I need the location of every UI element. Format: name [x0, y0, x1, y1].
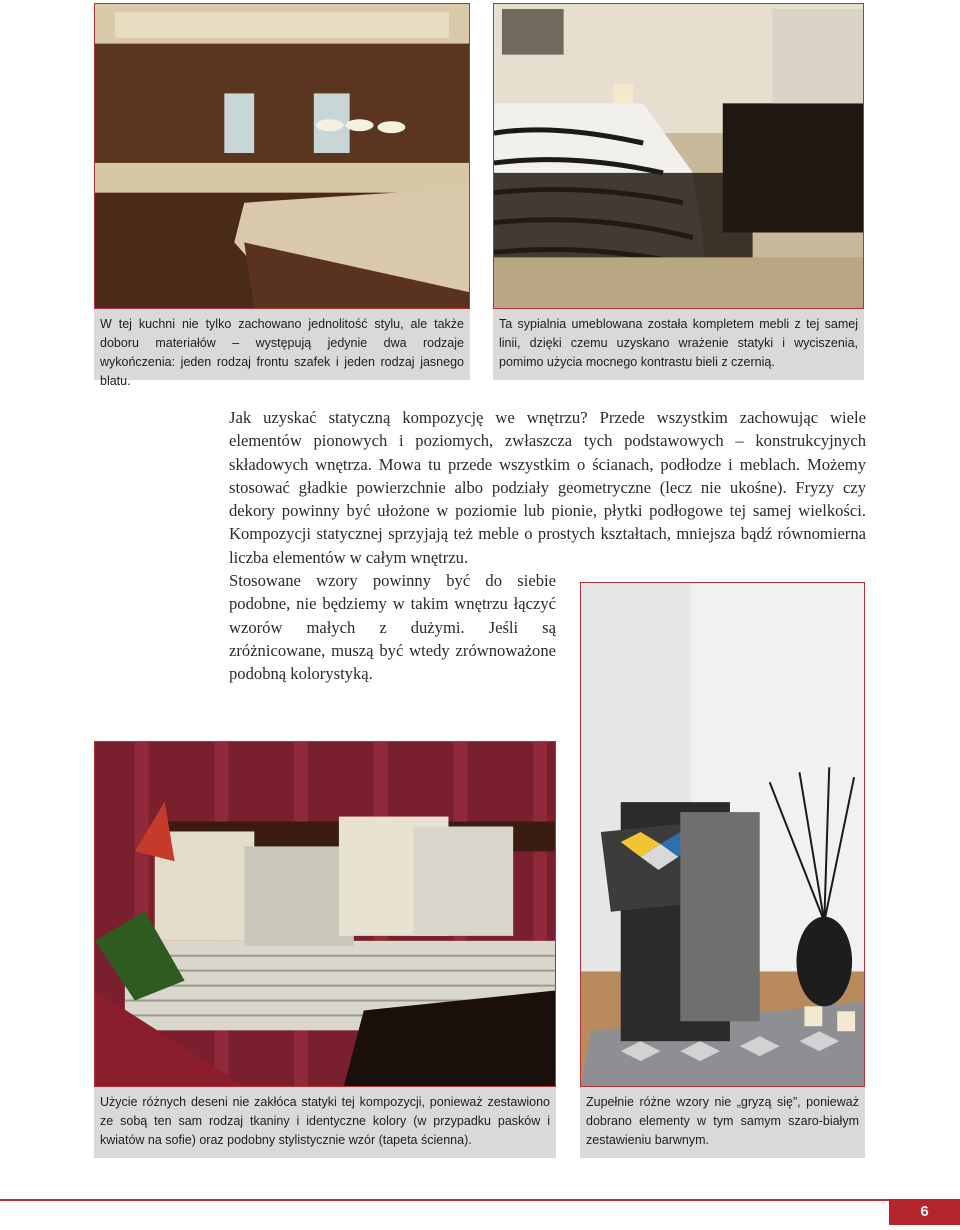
bedroom-caption: Ta sypialnia umeblowana została kompletem mebli z tej samej linii, dzięki czemu uzyskano wrażenie statyki i wyciszenia, pomimo użycia mocnego kontrastu bieli z czernią.: [493, 309, 864, 380]
body-paragraph: Jak uzyskać statyczną kompozycję we wnętrzu? Przede wszystkim zachowując wiele elementów pionowych i poziomych, zwłaszcza tych podstawowych – konstrukcyjnych składowych wnętrza. Mowa tu przede wszystkim o ścianach, podłodze i meblach. Możemy stosować gładkie powierzchnie albo podziały geometryczne (lecz nie ukośne). Fryzy czy dekory powinny być ułożone w poziomie lub pionie, płytki podłogowe tej samej wielkości. Kompozycji statycznej sprzyjają też meble o prostych kształtach, mniejsza bądź równomierna liczba elementów w całym wnętrzu.: [229, 408, 866, 567]
chair-caption: Zupełnie różne wzory nie „gryzą się”, ponieważ dobrano elementy w tym samym szaro-białym zestawieniu barwnym.: [580, 1087, 865, 1158]
body-paragraph-narrow: Stosowane wzory powinny być do siebie podobne, nie będziemy w takim wnętrzu łączyć wzorów małych z dużymi. Jeśli są zróżnicowane, muszą być wtedy zrównoważone podobną kolorystyką.: [229, 571, 556, 684]
striped-sofa-photo: [94, 741, 556, 1087]
kitchen-photo: [94, 3, 470, 309]
page-number: 6: [889, 1199, 960, 1225]
sofa-caption: Użycie różnych deseni nie zakłóca statyki tej kompozycji, ponieważ zestawiono ze sobą ten sam rodzaj tkaniny i identyczne kolory (w przypadku pasków i kwiatów na sofie) oraz podobny stylistycznie wzór (tapeta ścienna).: [94, 1087, 556, 1158]
bedroom-photo: [493, 3, 864, 309]
kitchen-caption: W tej kuchni nie tylko zachowano jednolitość stylu, ale także doboru materiałów – występują jedynie dwa rodzaje wykończenia: jeden rodzaj frontu szafek i jeden rodzaj jasnego blatu.: [94, 309, 470, 380]
footer-rule: [0, 1199, 960, 1201]
chair-corner-photo: [580, 582, 865, 1087]
